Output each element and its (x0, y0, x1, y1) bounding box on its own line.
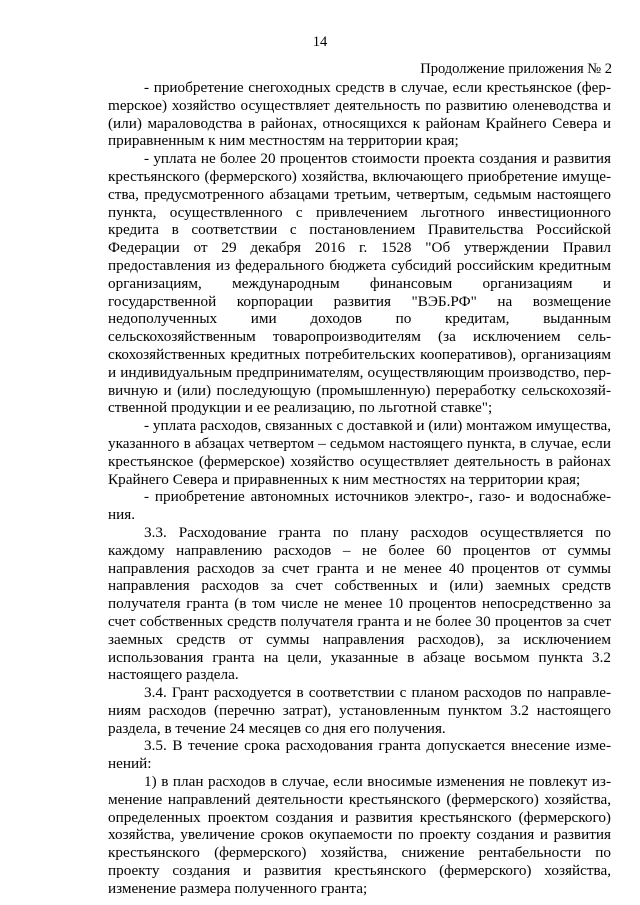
paragraph-3-4: 3.4. Грант расходуется в соответствии с планом расходов по направлениям расходов (перечню затрат), установленным пунктом 3.2 настоящего раздела, в течение 24 месяцев со дня его получения. (108, 684, 611, 737)
page-number: 14 (312, 34, 328, 50)
appendix-continuation-note: Продолжение приложения № 2 (420, 61, 612, 77)
paragraph-3-5-item-1: 1) в план расходов в случае, если вносимые изменения не повлекут изменение направлений деятельности крестьянского (фермерского) хозяйства, определенных проектом создания и развития крестьянского (фермерского) хозяйства, увеличение сроков окупаемости по проекту создания и развития крестьянского (фермерского) хозяйства, снижение рентабельности по проекту создания и развития крестьянского (фермерского) хозяйства, изменение размера полученного гранта; (108, 773, 611, 897)
paragraph-delivery-costs: - уплата расходов, связанных с доставкой и (или) монтажом имущества, указанного в абзацах четвертом – седьмом настоящего пункта, в случае, если крестьянское (фермерское) хозяйство осуществляет деятельность в районах Крайнего Севера и приравненных к ним местностях на территории края; (108, 417, 611, 488)
paragraph-snowmobiles: - приобретение снегоходных средств в случае, если крестьянское (ферmерское) хозяйство осуществляет деятельность по развитию оленеводства и (или) мараловодства в районах, относящихся к районам Крайнего Севера и приравненным к ним местностям на территории края; (108, 79, 611, 150)
paragraph-autonomous-sources: - приобретение автономных источников электро-, газо- и водоснабжения. (108, 488, 611, 524)
paragraph-3-5: 3.5. В течение срока расходования гранта допускается внесение изменений: (108, 737, 611, 773)
paragraph-project-cost: - уплата не более 20 процентов стоимости проекта создания и развития крестьянского (фермерского) хозяйства, включающего приобретение имущества, предусмотренного абзацами третьим, четвертым, седьмым настоящего пункта, осуществленного с привлечением льготного инвестиционного кредита в соответствии с постановлением Правительства Российской Федерации от 29 декабря 2016 г. 1528 "Об утверждении Правил предоставления из федерального бюджета субсидий российским кредитным организациям, международным финансовым организациям и государственной корпорации развития "ВЭБ.РФ" на возмещение недополученных ими доходов по кредитам, выданным сельскохозяйственным товаропроизводителям (за исключением сельскохозяйственных кредитных потребительских кооперативов), организациям и индивидуальным предпринимателям, осуществляющим производство, первичную и (или) последующую (промышленную) переработку сельскохозяйственной продукции и ее реализацию, по льготной ставке"; (108, 150, 611, 417)
paragraph-3-3: 3.3. Расходование гранта по плану расходов осуществляется по каждому направлению расходов – не более 60 процентов от суммы направления расходов за счет гранта и не менее 40 процентов от суммы направления расходов за счет собственных и (или) заемных средств получателя гранта (в том числе не менее 10 процентов непосредственно за счет собственных средств получателя гранта и не более 30 процентов за счет заемных средств от суммы направления расходов), за исключением использования гранта на цели, указанные в абзаце восьмом пункта 3.2 настоящего раздела. (108, 523, 611, 684)
document-body (108, 79, 611, 898)
